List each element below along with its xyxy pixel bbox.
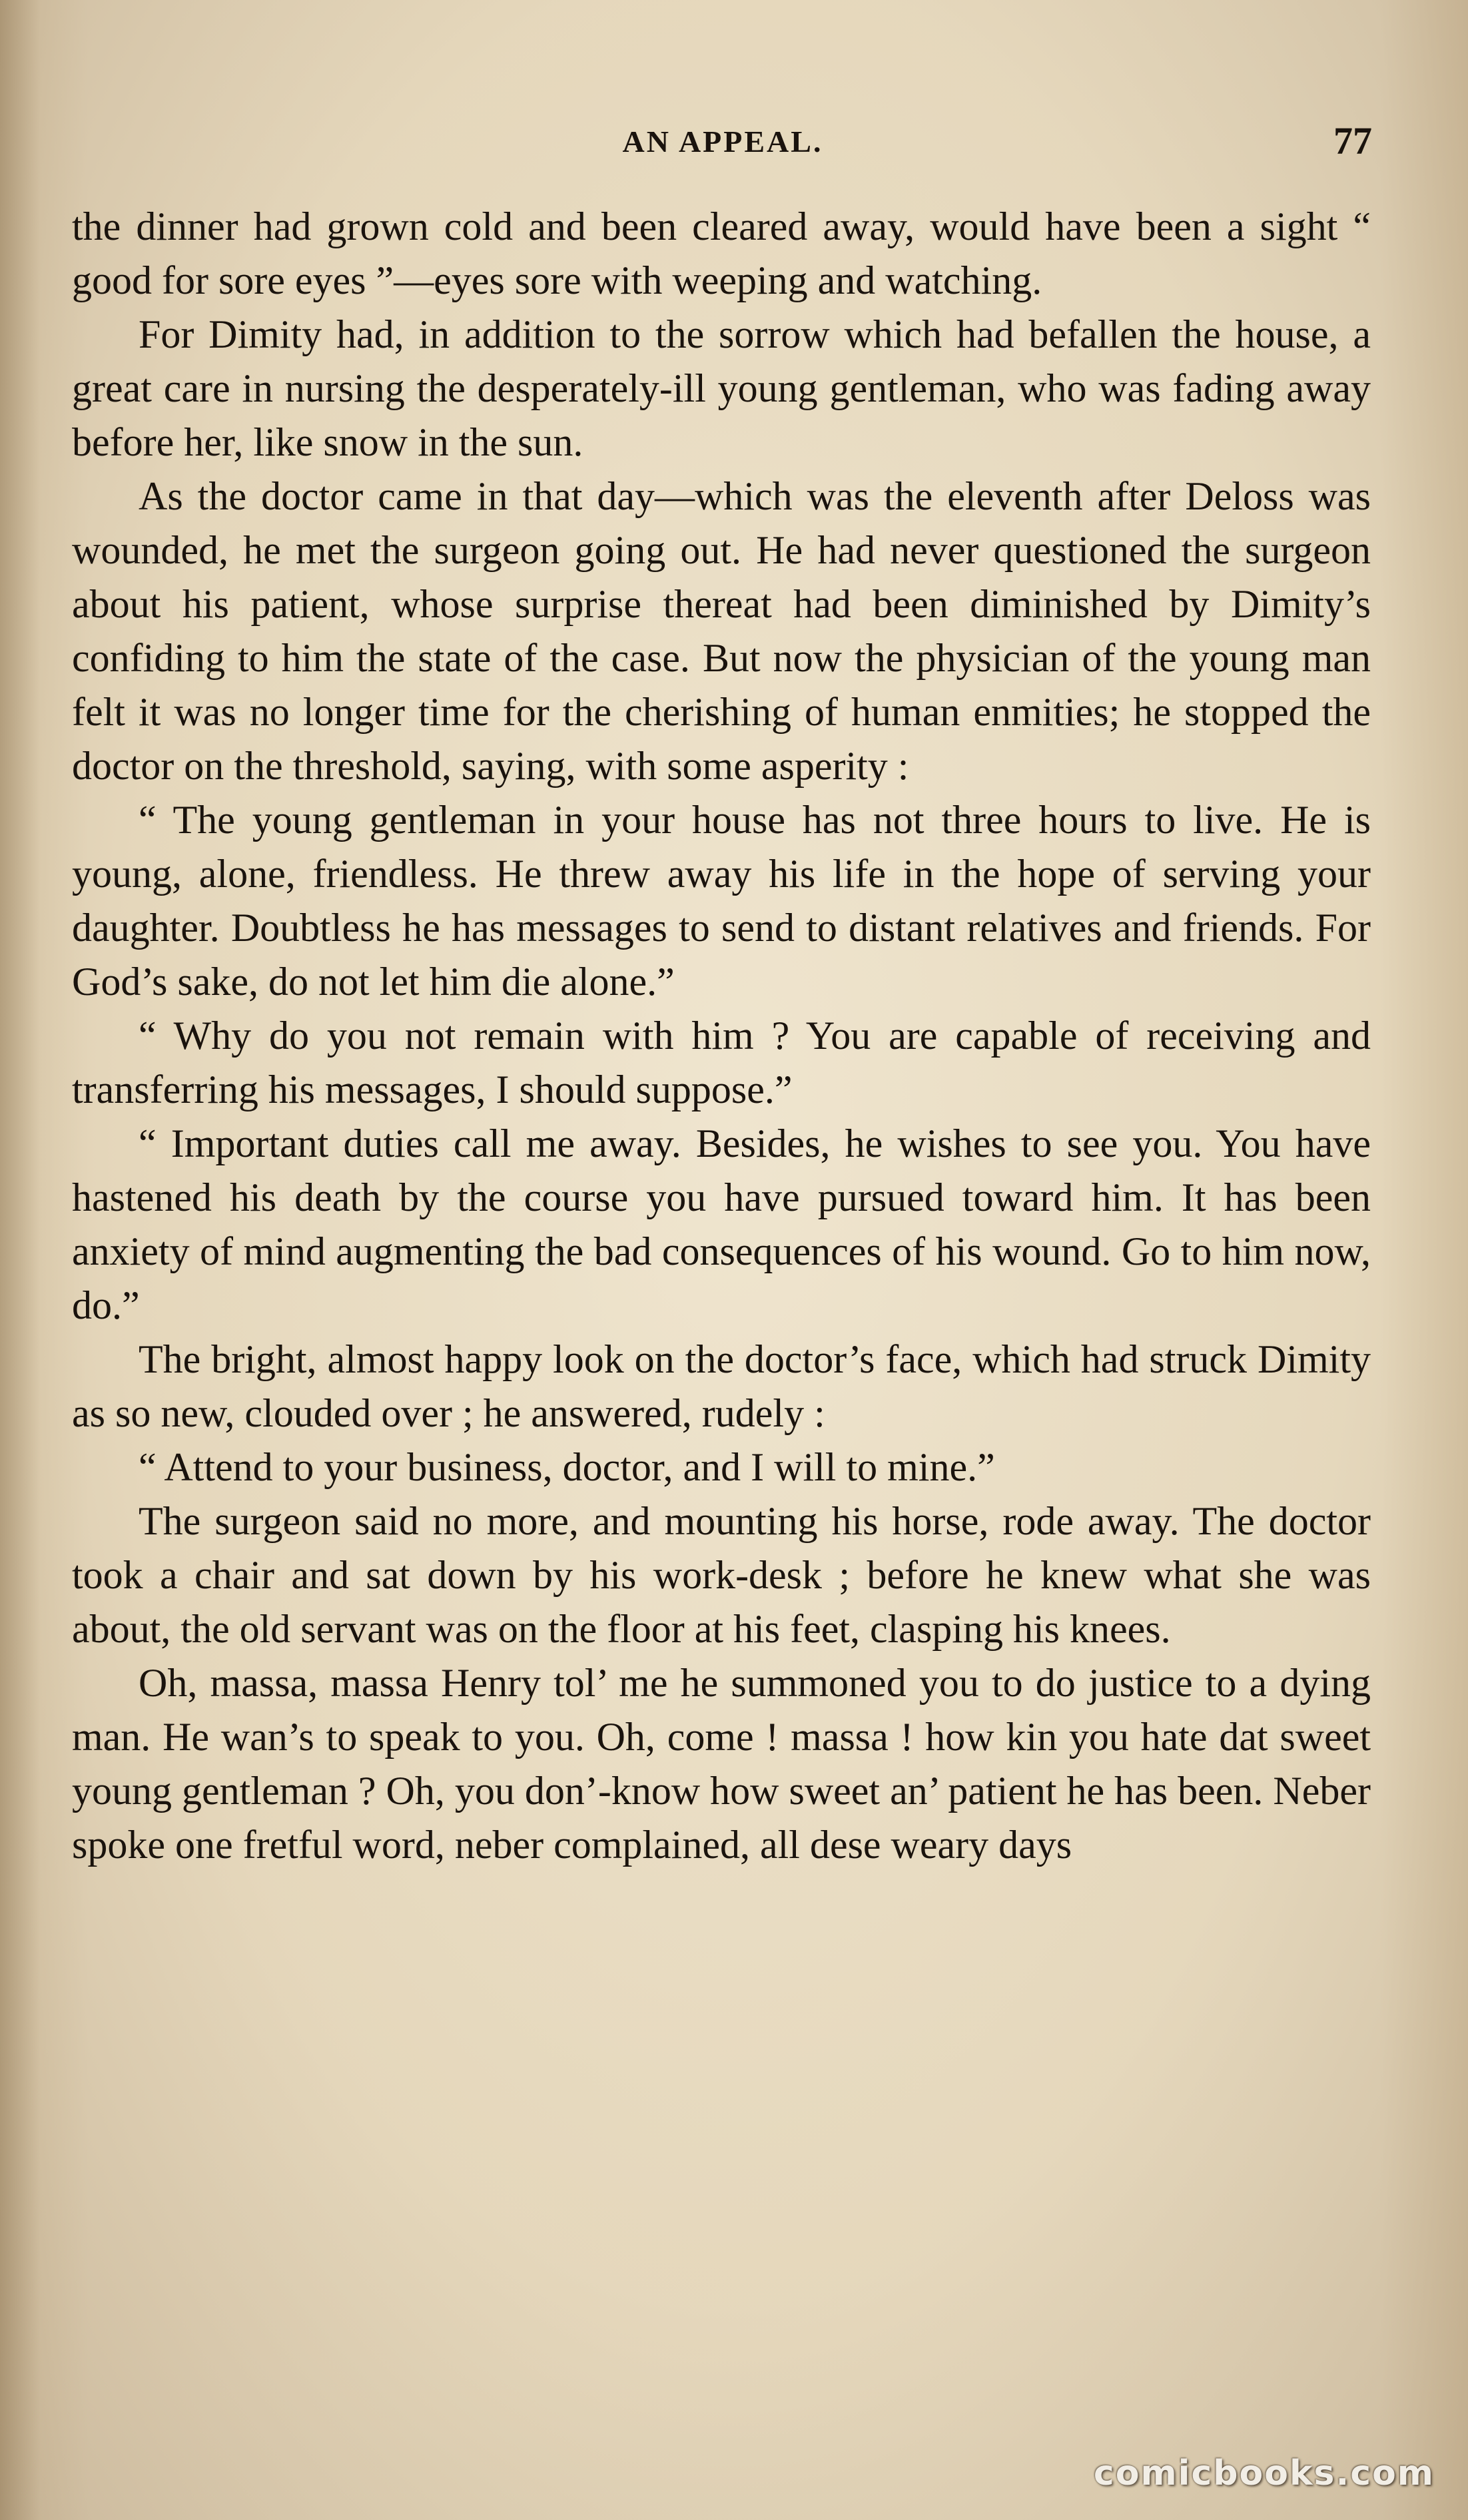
paragraph: the dinner had grown cold and been cleared away, would have been a sight “ good for sore eyes ”—eyes sore with weeping and watching.: [72, 204, 1371, 302]
page-gutter-shadow: [0, 0, 40, 2520]
watermark-logo: comicbooks.com: [1093, 2453, 1435, 2493]
page-header: [73, 112, 1372, 172]
paragraph: The surgeon said no more, and mounting his horse, rode away. The doctor took a chair and sat down by his work-desk ; before he knew what she was about, the old servant was on the floor at his feet, clasping his knees.: [72, 1499, 1371, 1651]
page-number: 77: [1333, 119, 1372, 162]
paragraph: “ Attend to your business, doctor, and I will to mine.”: [139, 1445, 995, 1489]
body-text: [72, 200, 1371, 1872]
paragraph: “ Important duties call me away. Besides, he wishes to see you. You have hastened his death by the course you have pursued toward him. It has been anxiety of mind augmenting the bad consequences of his wound. Go to him now, do.”: [72, 1121, 1371, 1327]
paragraph: “ Why do you not remain with him ? You are capable of receiving and transferring his messages, I should suppose.”: [72, 1014, 1371, 1111]
paragraph: “ The young gentleman in your house has not three hours to live. He is young, alone, friendless. He threw away his life in the hope of serving your daughter. Doubtless he has messages to send to distant relatives and friends. For God’s sake, do not let him die alone.”: [72, 798, 1371, 1004]
paragraph: The bright, almost happy look on the doctor’s face, which had struck Dimity as so new, clouded over ; he answered, rudely :: [72, 1337, 1371, 1435]
paragraph: For Dimity had, in addition to the sorrow which had befallen the house, a great care in nursing the desperately-ill young gentleman, who was fading away before her, like snow in the sun.: [72, 312, 1371, 464]
paragraph: Oh, massa, massa Henry tol’ me he summoned you to do justice to a dying man. He wan’s to speak to you. Oh, come ! massa ! how kin you hate dat sweet young gentleman ? Oh, you don’-know how sweet an’ patient he has been. Neber spoke one fretful word, neber complained, all dese weary days: [72, 1661, 1371, 1867]
running-head: AN APPEAL.: [622, 125, 823, 158]
paragraph: As the doctor came in that day—which was the eleventh after Deloss was wounded, he met the surgeon going out. He had never questioned the surgeon about his patient, whose surprise thereat had been diminished by Dimity’s confiding to him the state of the case. But now the physician of the young man felt it was no longer time for the cherishing of human enmities; he stopped the doctor on the threshold, saying, with some asperity :: [72, 474, 1371, 788]
